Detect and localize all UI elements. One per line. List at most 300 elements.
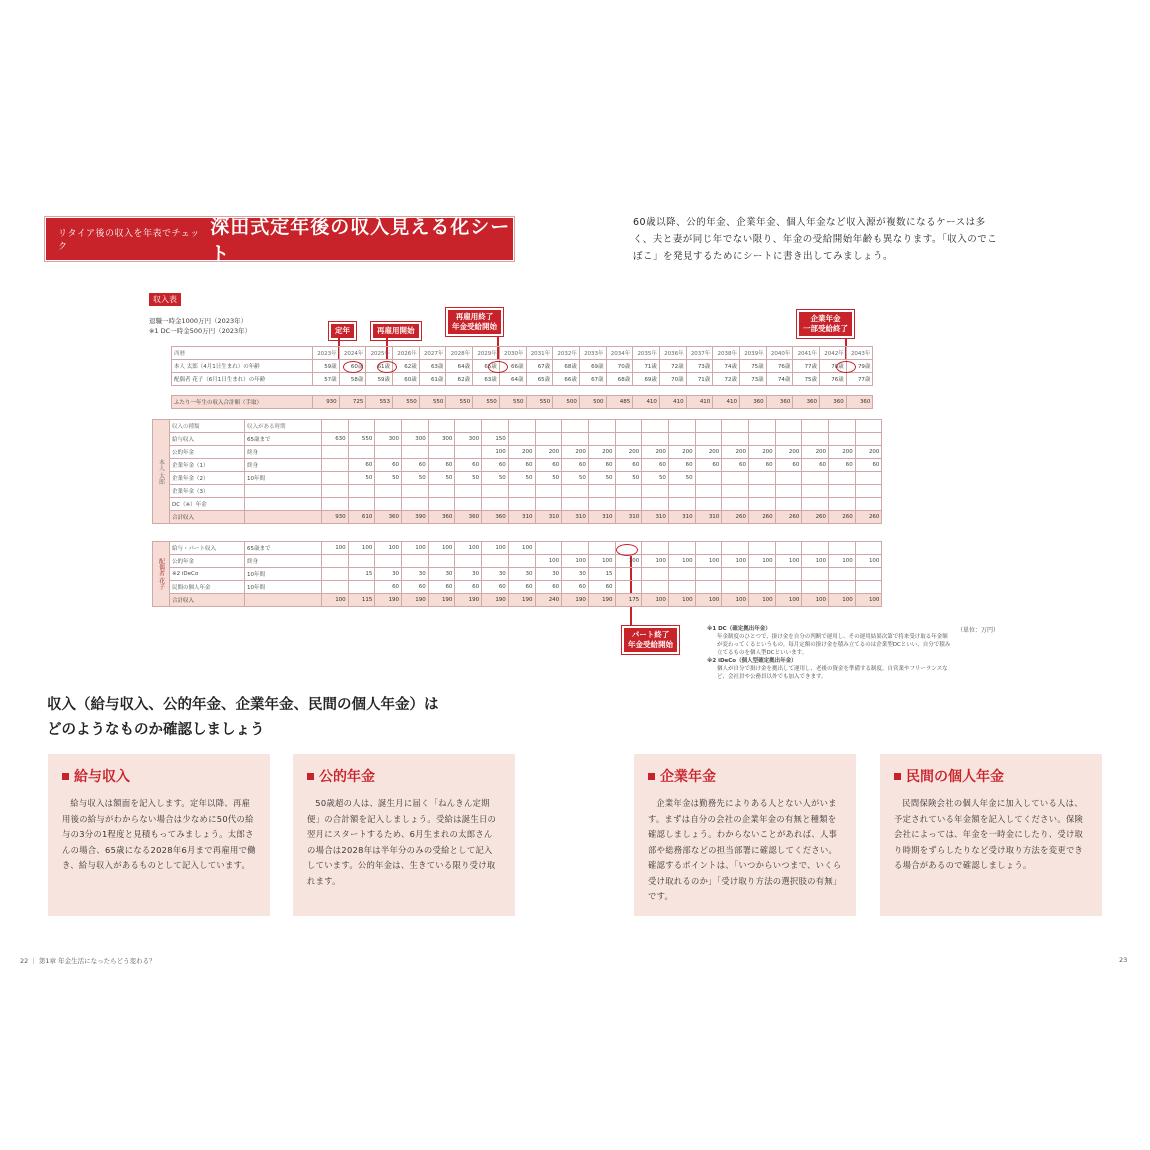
table-cell: 310 — [508, 511, 535, 524]
retire-note-line: 退職一時金1000万円（2023年） — [149, 317, 248, 325]
table-cell — [535, 420, 562, 433]
table-cell: 72歳 — [713, 373, 740, 386]
table-cell: 収入がある時期 — [245, 420, 322, 433]
table-cell: 合計収入 — [170, 511, 245, 524]
table-cell: 30 — [455, 568, 482, 581]
table-cell: 60 — [482, 581, 509, 594]
table-cell: 60 — [562, 459, 589, 472]
table-cell: 2028年 — [446, 347, 473, 360]
table-row — [153, 568, 882, 581]
square-bullet-icon — [307, 773, 314, 780]
table-cell — [855, 581, 882, 594]
table-cell: 60 — [802, 459, 829, 472]
table-cell: 75歳 — [740, 360, 767, 373]
callout-saikoyou-end — [446, 308, 503, 336]
table-cell — [482, 485, 509, 498]
table-cell: 終身 — [245, 459, 322, 472]
table-cell: 60 — [829, 459, 856, 472]
table-cell: 100 — [348, 542, 375, 555]
table-cell: 390 — [402, 511, 429, 524]
table-cell: 2030年 — [499, 347, 526, 360]
table-cell — [695, 498, 722, 511]
table-cell — [802, 420, 829, 433]
table-cell — [245, 594, 322, 607]
table-cell: 200 — [615, 446, 642, 459]
table-row — [153, 485, 882, 498]
table-cell: 60歳 — [393, 373, 420, 386]
table-row — [172, 347, 873, 360]
table-cell: 100 — [482, 446, 509, 459]
table-cell: 190 — [482, 594, 509, 607]
table-cell: 190 — [455, 594, 482, 607]
table-cell: 410 — [686, 396, 713, 409]
table-cell: 15 — [348, 568, 375, 581]
table-cell: 190 — [402, 594, 429, 607]
table-cell — [695, 485, 722, 498]
table-cell — [829, 420, 856, 433]
table-cell — [722, 542, 749, 555]
card-title — [894, 766, 1088, 786]
table-cell — [642, 433, 669, 446]
table-cell — [668, 485, 695, 498]
page-number: 23 — [1119, 956, 1128, 964]
table-cell: 65歳まで — [245, 542, 322, 555]
table-cell: 50 — [375, 472, 402, 485]
table-cell: 300 — [402, 433, 429, 446]
table-cell: 10年間 — [245, 472, 322, 485]
table-cell — [588, 542, 615, 555]
table-cell — [322, 446, 349, 459]
table-cell: 300 — [428, 433, 455, 446]
table-cell: 2032年 — [553, 347, 580, 360]
card-title-text: 公的年金 — [319, 769, 375, 785]
table-cell: 200 — [535, 446, 562, 459]
table-cell: 76歳 — [820, 373, 847, 386]
table-cell — [482, 498, 509, 511]
table-cell — [749, 568, 776, 581]
table-cell — [375, 420, 402, 433]
table-cell: 2033年 — [579, 347, 606, 360]
table-cell: 100 — [455, 542, 482, 555]
table-cell — [695, 433, 722, 446]
table-cell — [535, 433, 562, 446]
card-title-text: 企業年金 — [660, 769, 716, 785]
table-cell — [322, 472, 349, 485]
table-cell: 78歳 — [820, 360, 847, 373]
table-cell: 給与収入 — [170, 433, 245, 446]
table-cell — [535, 498, 562, 511]
table-cell: 410 — [713, 396, 740, 409]
table-cell: 200 — [668, 446, 695, 459]
table-cell: 60 — [722, 459, 749, 472]
table-cell: 310 — [695, 511, 722, 524]
table-cell: 200 — [588, 446, 615, 459]
table-cell: 10年間 — [245, 568, 322, 581]
table-cell — [802, 485, 829, 498]
table-cell — [695, 542, 722, 555]
table-cell: 100 — [775, 594, 802, 607]
table-cell: 50 — [615, 472, 642, 485]
table-row — [172, 396, 873, 409]
table-cell: 200 — [722, 446, 749, 459]
table-cell — [588, 485, 615, 498]
table-cell: 260 — [775, 511, 802, 524]
table-cell: 70歳 — [659, 373, 686, 386]
callout-line: 一部受給終了 — [803, 324, 848, 333]
highlight-circle — [836, 361, 856, 373]
table-cell: 62歳 — [393, 360, 420, 373]
card-body: 民間保険会社の個人年金に加入している人は、予定されている年金額を記入してください。保険会社によっては、年金を一時金にしたり、受け取り時期をずらしたりなど受け取り方法を変更できる場合があるので確認しましょう。 — [894, 798, 1084, 870]
table-cell: 66歳 — [553, 373, 580, 386]
person-side-label: 本人 太郎 — [153, 420, 170, 524]
footnote-heading: ※1 DC（確定拠出年金） — [707, 626, 771, 632]
table-cell: 配偶者 花子（6月1日生まれ）の年齢 — [172, 373, 313, 386]
table-cell: 310 — [588, 511, 615, 524]
table-cell: 76歳 — [766, 360, 793, 373]
table-cell: 100 — [668, 594, 695, 607]
table-cell: 66歳 — [499, 360, 526, 373]
table-row — [153, 511, 882, 524]
table-cell: 2038年 — [713, 347, 740, 360]
table-cell — [749, 420, 776, 433]
table-cell: 60 — [508, 581, 535, 594]
table-cell: 100 — [722, 594, 749, 607]
table-cell — [775, 433, 802, 446]
table-cell: 64歳 — [446, 360, 473, 373]
table-cell: 30 — [482, 568, 509, 581]
footnotes — [707, 625, 952, 681]
table-cell — [829, 433, 856, 446]
table-cell: 550 — [499, 396, 526, 409]
table-cell — [829, 485, 856, 498]
table-cell: 60 — [855, 459, 882, 472]
table-cell: 190 — [428, 594, 455, 607]
table-cell — [722, 485, 749, 498]
table-cell: 50 — [428, 472, 455, 485]
table-cell — [855, 568, 882, 581]
table-cell — [375, 485, 402, 498]
card-public-pension — [293, 754, 515, 916]
table-cell: 553 — [366, 396, 393, 409]
table-cell — [588, 498, 615, 511]
table-cell — [455, 485, 482, 498]
table-cell — [428, 420, 455, 433]
table-cell — [615, 568, 642, 581]
table-cell: 100 — [668, 555, 695, 568]
banner-title: 深田式定年後の収入見える化シート — [210, 216, 511, 265]
table-cell: 60 — [428, 459, 455, 472]
table-cell — [829, 542, 856, 555]
table-cell — [749, 581, 776, 594]
table-cell — [562, 498, 589, 511]
table-cell: 50 — [588, 472, 615, 485]
table-cell: 50 — [402, 472, 429, 485]
table-cell: 給与・パート収入 — [170, 542, 245, 555]
table-cell — [615, 485, 642, 498]
table-cell — [722, 472, 749, 485]
table-cell — [322, 555, 349, 568]
table-cell — [562, 433, 589, 446]
section-title — [47, 693, 439, 743]
table-cell: 58歳 — [339, 373, 366, 386]
table-cell — [402, 555, 429, 568]
table-cell: 2040年 — [766, 347, 793, 360]
table-cell — [855, 485, 882, 498]
table-cell — [775, 498, 802, 511]
table-cell: 50 — [668, 472, 695, 485]
table-cell: 68歳 — [553, 360, 580, 373]
table-cell: 240 — [535, 594, 562, 607]
table-cell — [348, 581, 375, 594]
table-cell — [508, 555, 535, 568]
table-cell: 115 — [348, 594, 375, 607]
table-cell: 30 — [508, 568, 535, 581]
table-cell: 60 — [402, 581, 429, 594]
table-cell: 100 — [615, 555, 642, 568]
table-cell: 61歳 — [419, 373, 446, 386]
callout-part-end — [622, 626, 679, 654]
table-cell — [615, 498, 642, 511]
footer-left: 22 ｜ 第1章 年金生活になったらどう変わる？ — [20, 957, 156, 965]
table-cell: 2026年 — [393, 347, 420, 360]
square-bullet-icon — [894, 773, 901, 780]
table-cell: 60 — [455, 581, 482, 594]
table-cell — [428, 555, 455, 568]
callout-line: 企業年金 — [810, 314, 841, 323]
table-cell — [642, 581, 669, 594]
table-cell — [348, 420, 375, 433]
table-row — [172, 373, 873, 386]
table-cell — [322, 498, 349, 511]
person-side-label: 配偶者 花子 — [153, 542, 170, 607]
table-cell — [829, 568, 856, 581]
table-cell: 310 — [668, 511, 695, 524]
table-cell: 360 — [820, 396, 847, 409]
table-cell: 62歳 — [446, 373, 473, 386]
table-cell: 73歳 — [740, 373, 767, 386]
husband-table — [152, 419, 882, 524]
table-cell: 200 — [802, 446, 829, 459]
footnote-body: 個人が自分で掛け金を拠出して運用し、老後の資金を準備する制度。自営業やフリーランスなど、会社員や公務員以外でも加入できます。 — [717, 666, 948, 680]
table-cell: 60 — [668, 459, 695, 472]
table-cell: 企業年金（3） — [170, 485, 245, 498]
table-cell — [428, 498, 455, 511]
table-cell — [829, 472, 856, 485]
table-cell: 550 — [393, 396, 420, 409]
highlight-circle — [616, 544, 638, 556]
table-cell: 68歳 — [606, 373, 633, 386]
table-cell: 60 — [482, 459, 509, 472]
table-cell — [245, 511, 322, 524]
table-cell — [722, 420, 749, 433]
table-cell: 61歳 — [366, 360, 393, 373]
table-cell: 30 — [428, 568, 455, 581]
card-corporate-pension — [634, 754, 856, 916]
table-cell: 485 — [606, 396, 633, 409]
table-cell — [722, 581, 749, 594]
table-cell: 30 — [535, 568, 562, 581]
table-cell — [695, 581, 722, 594]
table-cell: 100 — [749, 594, 776, 607]
table-row — [153, 581, 882, 594]
years-table — [171, 346, 873, 386]
table-cell: 65歳 — [526, 373, 553, 386]
table-cell: 610 — [348, 511, 375, 524]
footnote-heading: ※2 iDeCo（個人型確定拠出年金） — [707, 658, 797, 664]
table-cell — [562, 420, 589, 433]
table-cell — [455, 446, 482, 459]
table-cell: 60 — [615, 459, 642, 472]
table-cell: 200 — [775, 446, 802, 459]
table-cell: 74歳 — [713, 360, 740, 373]
table-cell — [508, 433, 535, 446]
highlight-circle — [377, 361, 397, 373]
table-cell: 60 — [455, 459, 482, 472]
table-cell: 100 — [322, 542, 349, 555]
table-cell: 本人 太郎（4月1日生まれ）の年齢 — [172, 360, 313, 373]
table-cell: 100 — [829, 594, 856, 607]
table-cell: 西暦 — [172, 347, 313, 360]
table-cell — [829, 581, 856, 594]
table-cell: 100 — [562, 555, 589, 568]
table-cell — [535, 485, 562, 498]
card-salary — [48, 754, 270, 916]
table-cell: 100 — [695, 555, 722, 568]
callout-line: パート終了 — [631, 630, 670, 639]
table-cell: 190 — [562, 594, 589, 607]
table-cell — [642, 420, 669, 433]
table-cell — [855, 420, 882, 433]
table-cell — [642, 542, 669, 555]
table-cell: 360 — [846, 396, 873, 409]
table-cell: 60 — [642, 459, 669, 472]
table-cell — [855, 472, 882, 485]
callout-saikoyou: 再雇用開始 — [371, 322, 421, 340]
table-cell: 630 — [322, 433, 349, 446]
table-cell — [402, 498, 429, 511]
table-cell: 260 — [802, 511, 829, 524]
card-private-pension — [880, 754, 1102, 916]
table-cell — [695, 472, 722, 485]
table-cell — [802, 542, 829, 555]
table-cell — [482, 420, 509, 433]
callout-line: 年金受給開始 — [452, 322, 497, 331]
table-cell: 100 — [802, 594, 829, 607]
table-cell — [855, 498, 882, 511]
table-cell — [642, 485, 669, 498]
table-cell: 60 — [508, 459, 535, 472]
table-cell — [428, 446, 455, 459]
table-cell: 2039年 — [740, 347, 767, 360]
table-cell: 550 — [419, 396, 446, 409]
table-cell — [749, 472, 776, 485]
table-cell: 360 — [482, 511, 509, 524]
table-cell: 50 — [348, 472, 375, 485]
table-cell — [668, 420, 695, 433]
table-cell — [615, 420, 642, 433]
banner-subtitle: リタイア後の収入を年表でチェック — [58, 229, 200, 252]
table-cell: 100 — [402, 542, 429, 555]
table-cell — [588, 420, 615, 433]
table-cell — [749, 498, 776, 511]
table-cell: 60 — [375, 581, 402, 594]
table-cell — [668, 581, 695, 594]
table-cell — [722, 568, 749, 581]
table-cell: 100 — [428, 542, 455, 555]
table-cell: 71歳 — [633, 360, 660, 373]
table-cell: 2042年 — [820, 347, 847, 360]
table-cell: 200 — [695, 446, 722, 459]
table-cell — [775, 420, 802, 433]
table-cell — [775, 568, 802, 581]
table-cell — [348, 498, 375, 511]
table-cell: 200 — [855, 446, 882, 459]
table-cell: 65歳まで — [245, 433, 322, 446]
table-cell: 200 — [508, 446, 535, 459]
table-cell: 500 — [553, 396, 580, 409]
table-cell: 360 — [740, 396, 767, 409]
table-cell: 57歳 — [313, 373, 340, 386]
table-cell: 360 — [766, 396, 793, 409]
table-cell: 72歳 — [659, 360, 686, 373]
table-cell — [775, 542, 802, 555]
table-cell — [722, 498, 749, 511]
callout-teinen: 定年 — [329, 322, 356, 340]
table-cell: 50 — [455, 472, 482, 485]
table-cell — [775, 485, 802, 498]
table-cell — [402, 446, 429, 459]
table-cell — [775, 472, 802, 485]
table-cell: 59歳 — [366, 373, 393, 386]
card-title — [648, 766, 842, 786]
table-cell: 100 — [588, 555, 615, 568]
table-row — [153, 555, 882, 568]
table-cell: 200 — [749, 446, 776, 459]
table-cell: 300 — [375, 433, 402, 446]
table-cell — [402, 485, 429, 498]
table-cell: 60 — [428, 581, 455, 594]
table-cell: 50 — [482, 472, 509, 485]
table-cell: DC（※）年金 — [170, 498, 245, 511]
table-cell: 300 — [455, 433, 482, 446]
table-cell — [348, 446, 375, 459]
table-cell: 2023年 — [313, 347, 340, 360]
table-cell: 360 — [455, 511, 482, 524]
table-cell — [668, 498, 695, 511]
table-cell — [482, 555, 509, 568]
table-cell — [802, 433, 829, 446]
table-row — [153, 472, 882, 485]
table-cell: 310 — [562, 511, 589, 524]
table-cell: 公的年金 — [170, 446, 245, 459]
card-body: 50歳超の人は、誕生月に届く「ねんきん定期便」の合計額を記入しましょう。受給は誕生日の翌月にスタートするため、6月生まれの太郎さんの場合は2028年は半年分のみの受給として記入しています。公的年金は、生きている限り受け取れます。 — [307, 798, 497, 886]
table-cell: 50 — [562, 472, 589, 485]
section-title-line: 収入（給与収入、公的年金、企業年金、民間の個人年金）は — [47, 697, 439, 713]
table-cell: 60 — [695, 459, 722, 472]
table-cell: 260 — [749, 511, 776, 524]
table-cell: 30 — [402, 568, 429, 581]
table-cell — [322, 581, 349, 594]
table-cell: 終身 — [245, 446, 322, 459]
table-cell — [695, 420, 722, 433]
table-cell — [245, 498, 322, 511]
table-cell — [802, 498, 829, 511]
table-cell — [322, 459, 349, 472]
table-cell — [348, 485, 375, 498]
table-cell: 500 — [579, 396, 606, 409]
table-cell: 100 — [802, 555, 829, 568]
table-cell: 550 — [348, 433, 375, 446]
